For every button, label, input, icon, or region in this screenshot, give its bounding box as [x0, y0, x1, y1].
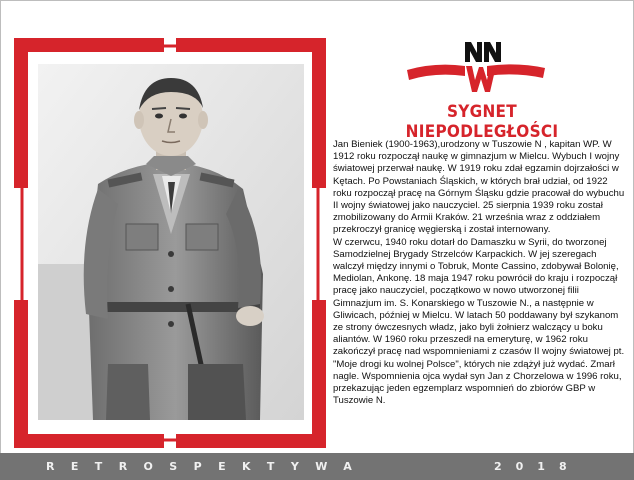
footer-bar	[0, 453, 634, 480]
brand-title: SYGNET NIEPODLEGŁOŚCI	[405, 102, 559, 142]
footer-year: 2018	[494, 460, 581, 473]
bio-paragraph-2: W czerwcu, 1940 roku dotarł do Damaszku w Syrii, do tworzonej Samodzielnej Brygady Strzelców Karpackich. W jej szeregach walczył między innymi o Tobruk, Monte Cassino, zdobywał Bolonię, Mediolan, Ankonę. 18 maja 1947 roku powrócił do kraju i rozpoczął pracę jako nauczyciel, początkowo w nowo utworzonej filii Gimnazjum im. S. Konarskiego w Tuszowie N., a następnie w Gliwicach, później w Mielcu. W latach 50 poddawany był szykanom ze strony ówczesnych władz, jako byli żołnierz walczący u boku aliantów. W 1960 roku przeszedł na emeryturę, w 1962 roku zakończył pracę nad wspomnieniami z czasów II wojny światowej pt. "Moje drogi ku wolnej Polsce", których nie zdążył już wydać. Zmarł nagle. Wspomnienia ojca wydał syn Jan z Chorzelowa w 1996 roku, przekazując jeden egzemplarz wspomnień do zbiorów GBP w Tuszowie N.	[333, 236, 625, 407]
bio-paragraph-1: Jan Bieniek (1900-1963),urodzony w Tuszowie N , kapitan WP. W 1912 roku rozpoczął naukę w gimnazjum w Mielcu. Wybuch I wojny światowej przerwał naukę. W 1919 roku zdał egzamin dojrzałości w Kętach. Po Powstaniach Śląskich, w których brał udział, od 1922 roku rozpoczął pracę na Górnym Śląsku gdzie pracował do wybuchu II wojny światowej jako nauczyciel. 25 sierpnia 1939 roku został zmobilizowany do Armii Kraków. 21 września wraz z oddziałem przekroczył granicę węgierską i został internowany.	[333, 139, 625, 236]
photo-frame	[14, 38, 326, 448]
biography-text	[333, 139, 625, 439]
soldier-portrait-icon	[38, 64, 304, 420]
footer-label: RETROSPEKTYWA	[46, 460, 369, 473]
nnw-logo-icon	[405, 40, 547, 96]
portrait-photo	[38, 64, 304, 420]
